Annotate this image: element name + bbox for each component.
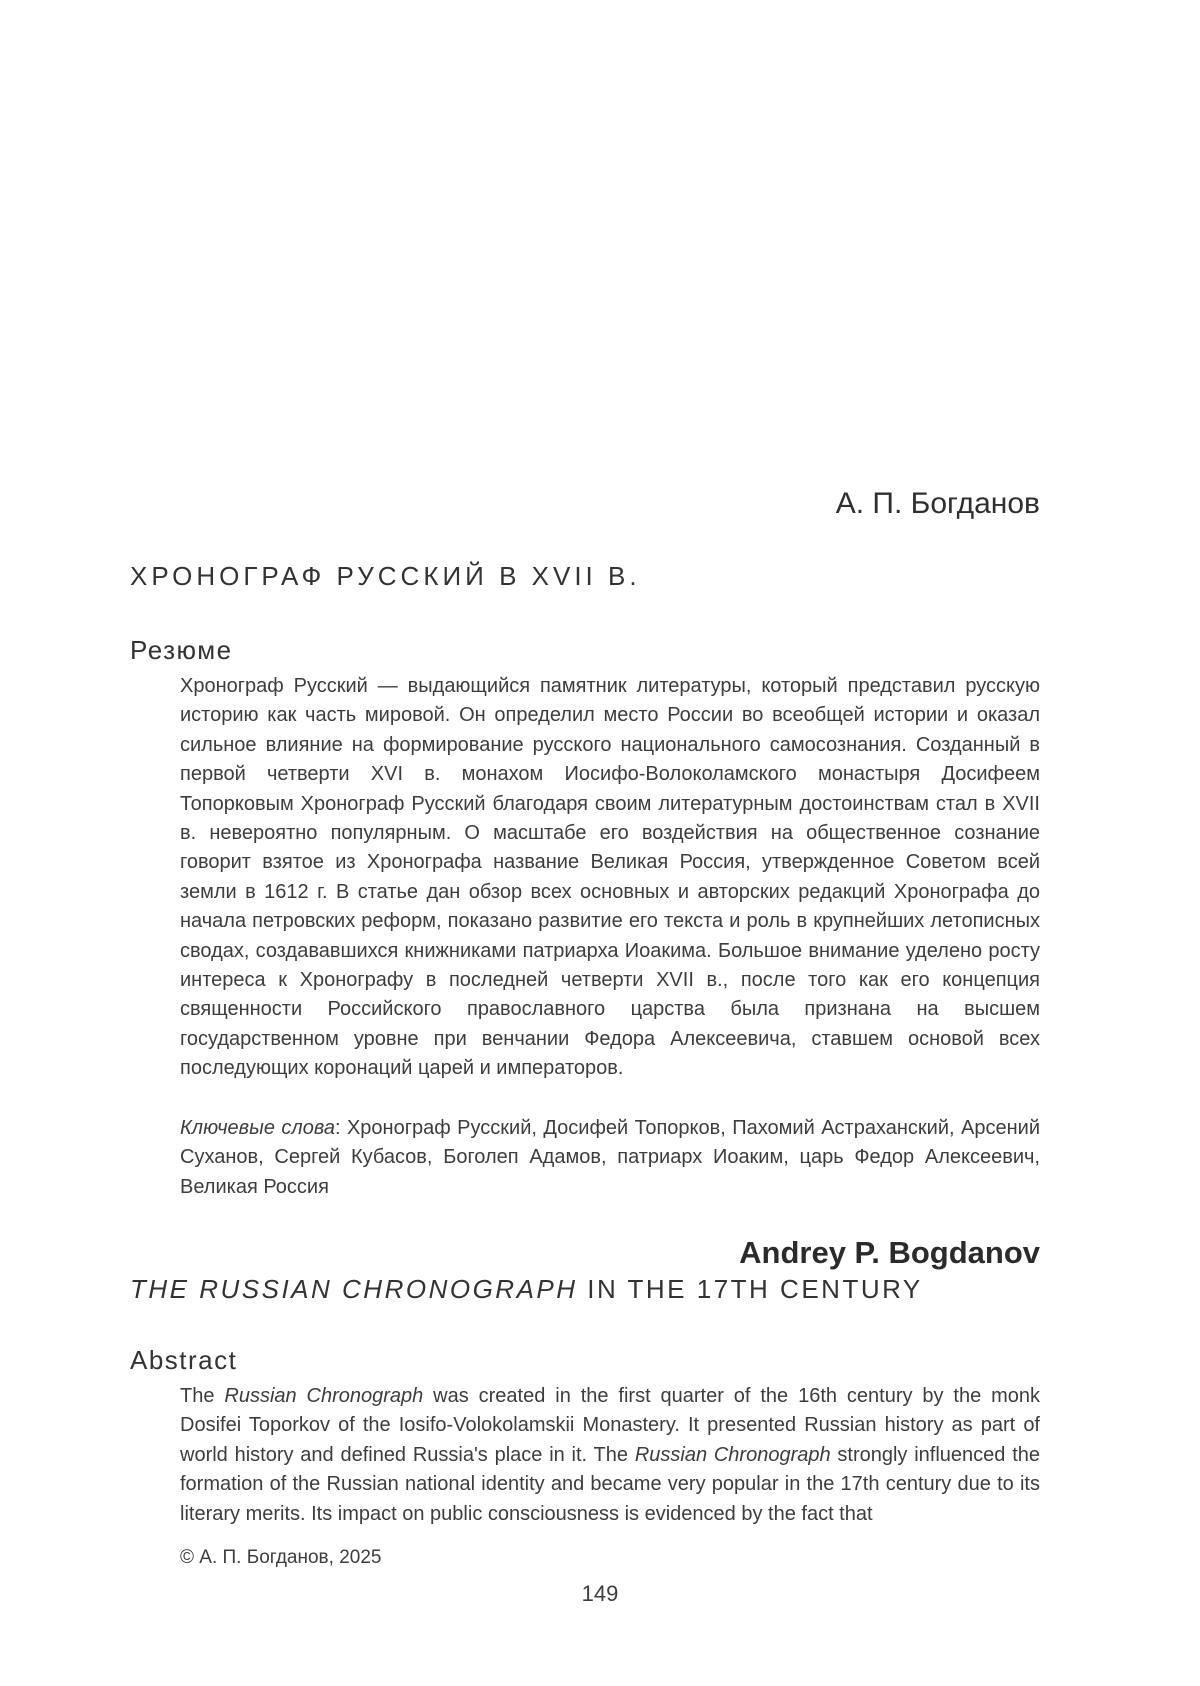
abstract-heading: Abstract [130,1345,238,1375]
english-abstract: The Russian Chronograph was created in the first quarter of the 16th century by the monk Dosifei Toporkov of the Iosifo-Volokolamskii Monastery. It presented Russian history as part of world history and defined Russia's place in it. The Russian Chronograph strongly influenced the formation of the Russian national identity and became very popular in the 17th century due to its literary merits. Its impact on public consciousness is evidenced by the fact that [180,1385,1041,1525]
keywords-paragraph [180,1114,1040,1202]
page-number: 149 [581,1581,619,1606]
keywords-text: : Хронограф Русский, Досифей Топорков, Пахомий Астраханский, Арсений Суханов, Сергей Кубасов, Боголеп Адамов, патриарх Иоаким, царь Федор Алексеевич, Великая Россия [180,1117,1040,1198]
resume-heading: Резюме [130,635,233,665]
russian-title: ХРОНОГРАФ РУССКИЙ В XVII В. [130,561,641,591]
keywords-label: Ключевые слова [180,1117,335,1139]
copyright-notice: © А. П. Богданов, 2025 [180,1547,382,1568]
russian-author: А. П. Богданов [835,487,1040,520]
english-title: THE RUSSIAN CHRONOGRAPH IN THE 17TH CENTURY [130,1274,923,1304]
russian-abstract: Хронограф Русский — выдающийся памятник литературы, который представил русскую историю как часть мировой. Он определил место России во всеобщей истории и оказал сильное влияние на формирование русского национального самосознания. Созданный в первой четверти XVI в. монахом Иосифо-Волоколамского монастыря Досифеем Топорковым Хронограф Русский благодаря своим литературным достоинствам стал в XVII в. невероятно популярным. О масштабе его воздействия на общественное сознание говорит взятое из Хронографа название Великая Россия, утвержденное Советом всей земли в 1612 г. В статье дан обзор всех основных и авторских редакций Хронографа до начала петровских реформ, показано развитие его текста и роль в крупнейших летописных сводах, создававшихся книжниками патриарха Иоакима. Большое внимание уделено росту интереса к Хронографу в последней четверти XVII в., после того как его концепция священности Российского православного царства была признана на высшем государственном уровне при венчании Федора Алексеевича, ставшем основой всех последующих коронаций царей и императоров. [180,675,1040,1080]
english-author: Andrey P. Bogdanov [739,1235,1040,1270]
